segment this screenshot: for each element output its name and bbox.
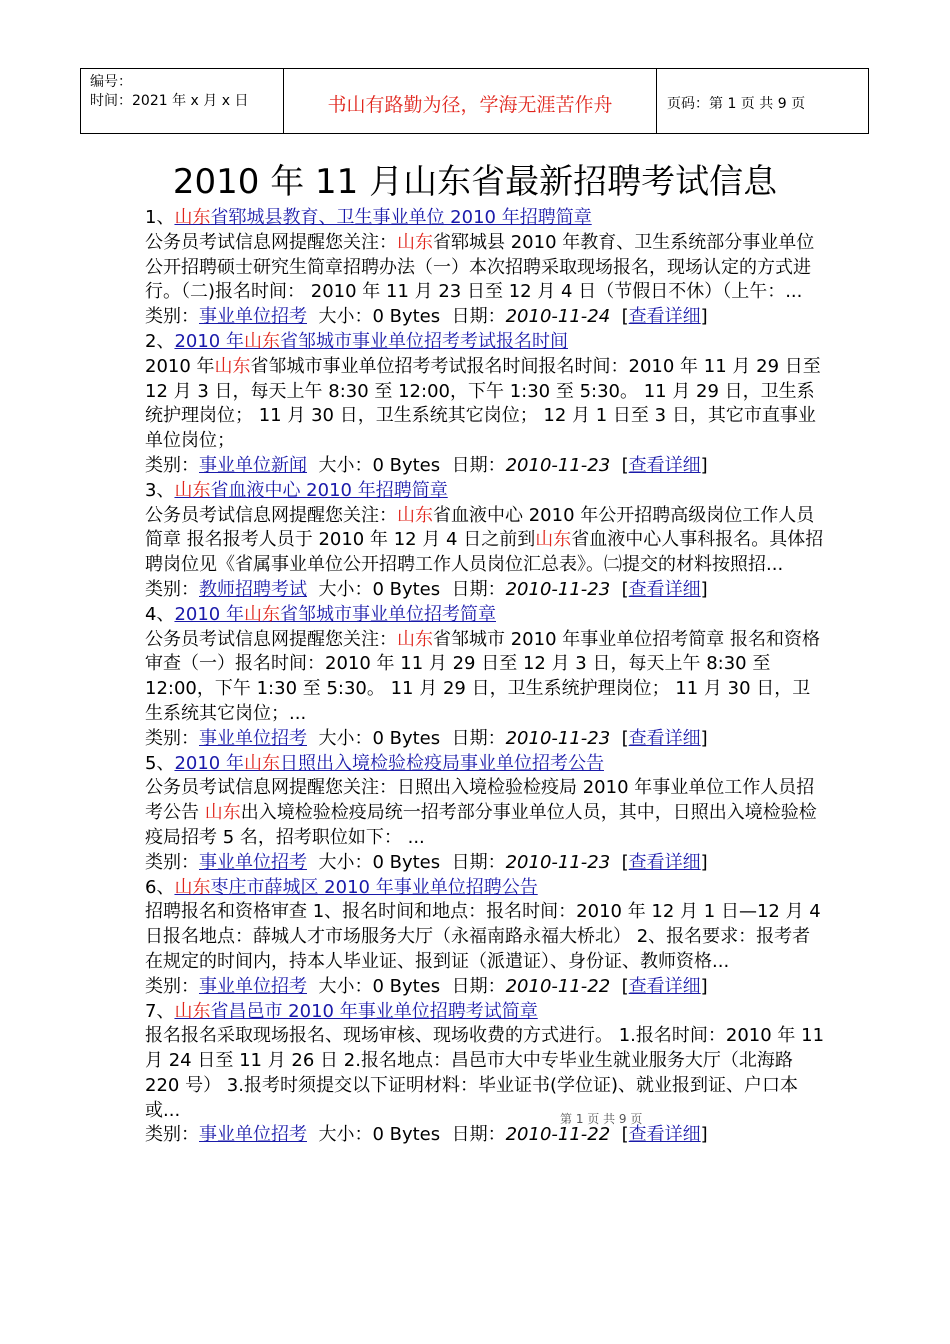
item-meta <box>145 305 825 330</box>
keyword-highlight: 山东 <box>174 876 211 898</box>
category-link[interactable]: 事业单位招考 <box>199 727 307 749</box>
bracket-open: [ <box>610 306 629 328</box>
number-label: 编号： <box>90 74 132 90</box>
size-label: 大小： <box>307 1124 373 1146</box>
size-value: 0 Bytes <box>372 975 441 997</box>
item-title-line <box>145 206 825 231</box>
item-title-text: 省昌邑市 2010 年事业单位招聘考试简章 <box>210 1000 538 1022</box>
description-text: 公务员考试信息网提醒您关注： <box>145 231 397 253</box>
category-link[interactable]: 教师招聘考试 <box>199 578 307 600</box>
item-title-line <box>145 330 825 355</box>
date-value: 2010-11-24 <box>505 306 611 328</box>
keyword-highlight: 山东 <box>204 802 241 824</box>
item-description <box>145 355 825 454</box>
date-label: 日期： <box>440 306 506 328</box>
bracket-close: ] <box>700 1124 708 1146</box>
item-title-text: 枣庄市薛城区 2010 年事业单位招聘公告 <box>210 876 538 898</box>
page-info: 页码：第 1 页 共 9 页 <box>667 96 806 112</box>
category-label: 类别： <box>145 975 199 997</box>
date-label: 日期： <box>440 851 506 873</box>
size-label: 大小： <box>307 578 373 600</box>
size-label: 大小： <box>307 975 373 997</box>
item-meta <box>145 727 825 752</box>
size-value: 0 Bytes <box>372 1124 441 1146</box>
item-title-text: 省郓城县教育、卫生事业单位 2010 年招聘简章 <box>210 207 592 228</box>
view-detail-link[interactable]: 查看详细 <box>628 851 701 873</box>
description-text: 省邹城市事业单位招考考试报名时间报名时间：2010 年 11 月 29 日至 12 月 3 日，每天上午 8:30 至 12:00，下午 1:30 至 5:30。 11 月 29 日，卫生系统护理岗位； 11 月 30 日，卫生系统其它岗位； 12 月 1 日至 3 日，其它市直事业单位岗位； <box>145 355 821 452</box>
view-detail-link[interactable]: 查看详细 <box>628 306 701 328</box>
category-label: 类别： <box>145 306 199 328</box>
item-description <box>145 628 825 727</box>
category-label: 类别： <box>145 578 199 600</box>
category-link[interactable]: 事业单位招考 <box>199 306 307 328</box>
keyword-highlight: 山东 <box>243 330 280 352</box>
item-title-link[interactable] <box>174 877 537 898</box>
item-title-text: 2010 年 <box>174 603 244 625</box>
item-description <box>145 1024 825 1123</box>
item-number: 5、 <box>145 752 175 774</box>
view-detail-link[interactable]: 查看详细 <box>628 727 701 749</box>
date-label: 日期： <box>440 454 506 476</box>
date-value: 2010-11-23 <box>505 454 611 476</box>
item-meta <box>145 1123 825 1148</box>
description-text: 公务员考试信息网提醒您关注： <box>145 628 397 650</box>
category-label: 类别： <box>145 851 199 873</box>
bracket-open: [ <box>610 975 629 997</box>
view-detail-link[interactable]: 查看详细 <box>628 454 701 476</box>
date-value: 2010-11-22 <box>505 975 611 997</box>
item-title-line <box>145 603 825 628</box>
bracket-close: ] <box>700 454 708 476</box>
bracket-open: [ <box>610 851 629 873</box>
keyword-highlight: 山东 <box>243 603 280 625</box>
keyword-highlight: 山东 <box>243 752 280 774</box>
item-title-text: 2010 年 <box>174 330 244 352</box>
size-label: 大小： <box>307 454 373 476</box>
size-value: 0 Bytes <box>372 851 441 873</box>
item-meta <box>145 851 825 876</box>
keyword-highlight: 山东 <box>397 504 433 526</box>
category-label: 类别： <box>145 1124 199 1146</box>
keyword-highlight: 山东 <box>214 355 251 377</box>
item-title-text: 省邹城市事业单位招考简章 <box>279 603 496 625</box>
item-number: 4、 <box>145 603 175 625</box>
size-label: 大小： <box>307 727 373 749</box>
keyword-highlight: 山东 <box>174 1000 211 1022</box>
item-number: 3、 <box>145 479 175 501</box>
description-text: 2010 年 <box>145 355 215 377</box>
date-value: 2010-11-23 <box>505 578 611 600</box>
category-link[interactable]: 事业单位新闻 <box>199 454 307 476</box>
item-meta <box>145 975 825 1000</box>
item-number: 1、 <box>145 207 175 228</box>
date-value: 2010-11-22 <box>505 1124 611 1146</box>
page-footer: 第 1 页 共 9 页 <box>560 1112 643 1126</box>
date-label: 日期： <box>440 727 506 749</box>
category-label: 类别： <box>145 727 199 749</box>
category-link[interactable]: 事业单位招考 <box>199 1124 307 1146</box>
size-label: 大小： <box>307 851 373 873</box>
bracket-open: [ <box>610 454 629 476</box>
date-label: 日期： <box>440 578 506 600</box>
bracket-open: [ <box>610 578 629 600</box>
item-title-text: 2010 年 <box>174 752 244 774</box>
bracket-close: ] <box>700 851 708 873</box>
time-label: 时间：2021 年 x 月 x 日 <box>90 93 249 109</box>
page-title: 2010 年 11 月山东省最新招聘考试信息 <box>172 162 778 202</box>
keyword-highlight: 山东 <box>397 231 433 253</box>
category-link[interactable]: 事业单位招考 <box>199 851 307 873</box>
view-detail-link[interactable]: 查看详细 <box>628 578 701 600</box>
item-description <box>145 776 825 850</box>
bracket-close: ] <box>700 578 708 600</box>
job-list <box>145 206 825 1148</box>
header-meta-cell <box>81 69 284 133</box>
date-value: 2010-11-23 <box>505 851 611 873</box>
item-number: 2、 <box>145 330 175 352</box>
date-value: 2010-11-23 <box>505 727 611 749</box>
keyword-highlight: 山东 <box>174 479 211 501</box>
date-label: 日期： <box>440 975 506 997</box>
description-text: 公务员考试信息网提醒您关注： <box>145 504 397 526</box>
item-meta <box>145 578 825 603</box>
item-description <box>145 231 825 305</box>
description-text: 省邹城市 2010 年事业单位招考简章 报名和资格审查（一）报名时间：2010 年 11 月 29 日至 12 月 3 日，每天上午 8:30 至 12:00，下午 1:30 至 5:30。 11 月 29 日，卫生系统护理岗位； 11 月 30 日，卫生系统其它岗位；... <box>145 628 820 724</box>
item-meta <box>145 454 825 479</box>
item-title-text: 日照出入境检验检疫局事业单位招考公告 <box>279 752 604 774</box>
description-text: 省血液中心人事科报名。具体招聘岗位见《省属事业单位公开招聘工作人员岗位汇总表》。㈡提交的材料按照招... <box>145 529 824 576</box>
view-detail-link[interactable]: 查看详细 <box>628 975 701 997</box>
bracket-close: ] <box>700 727 708 749</box>
keyword-highlight: 山东 <box>397 628 433 650</box>
bracket-close: ] <box>700 306 708 328</box>
item-title-link[interactable] <box>174 604 496 625</box>
description-text: 报名报名采取现场报名、现场审核、现场收费的方式进行。 1.报名时间：2010 年 11 月 24 日至 11 月 26 日 2.报名地点：昌邑市大中专毕业生就业服务大厅（北海路 220 号） 3.报考时须提交以下证明材料：毕业证书(学位证)、就业报到证、户口本或... <box>145 1025 825 1121</box>
view-detail-link[interactable]: 查看详细 <box>628 1124 701 1146</box>
item-number: 7、 <box>145 1000 175 1022</box>
description-text: 出入境检验检疫局统一招考部分事业单位人员，其中，日照出入境检验检疫局招考 5 名，招考职位如下： ... <box>145 802 817 848</box>
category-label: 类别： <box>145 454 199 476</box>
category-link[interactable]: 事业单位招考 <box>199 975 307 997</box>
item-title-link[interactable] <box>174 207 591 228</box>
item-description <box>145 900 825 974</box>
description-text: 省郓城县 2010 年教育、卫生系统部分事业单位公开招聘硕士研究生简章招聘办法（一）本次招聘采取现场报名，现场认定的方式进行。（二)报名时间： 2010 年 11 月 23 日至 12 月 4 日（节假日不休）（上午：... <box>145 231 815 303</box>
item-title-text: 省血液中心 2010 年招聘简章 <box>210 479 448 501</box>
description-text: 省血液中心 2010 年公开招聘高级岗位工作人员简章 报名报考人员于 2010 年 12 月 4 日之前到 <box>145 504 815 551</box>
item-description <box>145 504 825 578</box>
header-table <box>80 68 869 134</box>
date-label: 日期： <box>440 1124 506 1146</box>
item-title-line <box>145 479 825 504</box>
item-title-link[interactable] <box>174 331 568 352</box>
item-title-line <box>145 876 825 901</box>
item-title-line <box>145 752 825 777</box>
size-value: 0 Bytes <box>372 454 441 476</box>
bracket-open: [ <box>610 1124 629 1146</box>
item-title-link[interactable] <box>174 753 604 774</box>
description-text: 公务员考试信息网提醒您关注：日照出入境检验检疫局 2010 年事业单位工作人员招考公告 <box>145 777 815 824</box>
item-title-line <box>145 1000 825 1025</box>
bracket-open: [ <box>610 727 629 749</box>
bracket-close: ] <box>700 975 708 997</box>
motto: 书山有路勤为径，学海无涯苦作舟 <box>284 69 657 133</box>
size-value: 0 Bytes <box>372 578 441 600</box>
description-text: 招聘报名和资格审查 1、报名时间和地点：报名时间：2010 年 12 月 1 日—12 月 4 日报名地点：薛城人才市场服务大厅（永福南路永福大桥北） 2、报名要求：报考者在规定的时间内，持本人毕业证、报到证（派遣证）、身份证、教师资格... <box>145 901 821 972</box>
item-title-link[interactable] <box>174 1001 537 1022</box>
size-value: 0 Bytes <box>372 306 441 328</box>
item-title-text: 省邹城市事业单位招考考试报名时间 <box>279 330 568 352</box>
item-title-link[interactable] <box>174 480 447 501</box>
size-label: 大小： <box>307 306 373 328</box>
size-value: 0 Bytes <box>372 727 441 749</box>
item-number: 6、 <box>145 876 175 898</box>
keyword-highlight: 山东 <box>174 207 211 228</box>
keyword-highlight: 山东 <box>535 529 572 551</box>
